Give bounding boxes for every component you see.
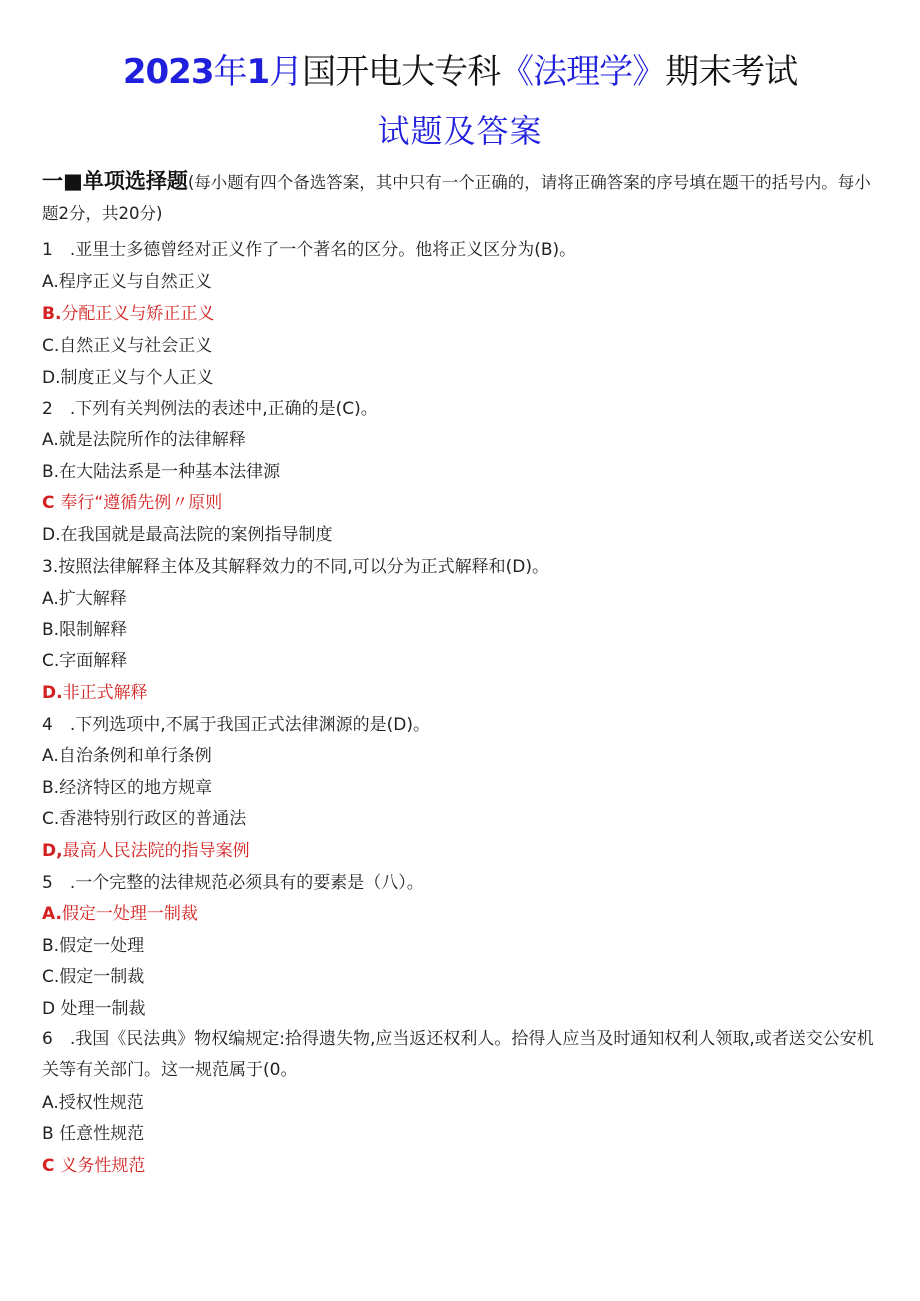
title-middle: 国开电大专科 (302, 52, 501, 92)
option-line: A.就是法院所作的法律解释 (42, 430, 246, 450)
section-header (42, 166, 887, 229)
question-2: 2 .下列有关判例法的表述中,正确的是(C)。 (42, 399, 378, 419)
answer-option: B.分配正义与矫正正义 (42, 304, 215, 324)
option-line: A.扩大解释 (42, 589, 127, 609)
title-tail: 期末考试 (665, 52, 798, 92)
section-instructions: (每小题有四个备选答案，其中只有一个正确的，请将正确答案的序号填在题干的括号内。每小题2分，共20分) (42, 173, 871, 223)
title-year-unit: 年 (213, 52, 247, 92)
page-title (0, 48, 920, 96)
title-course: 《法理学》 (500, 52, 666, 92)
question-5: 5 .一个完整的法律规范必须具有的要素是（八）。 (42, 873, 424, 893)
option-line: D.在我国就是最高法院的案例指导制度 (42, 525, 333, 545)
answer-option: A.假定一处理一制裁 (42, 904, 198, 924)
question-1: 1 .亚里士多德曾经对正义作了一个著名的区分。他将正义区分为(B)。 (42, 240, 577, 260)
option-line: B 任意性规范 (42, 1124, 145, 1144)
answer-option: C 义务性规范 (42, 1156, 146, 1176)
question-3: 3.按照法律解释主体及其解释效力的不同,可以分为正式解释和(D)。 (42, 557, 549, 577)
option-line: C.自然正义与社会正义 (42, 336, 213, 356)
question-6: 6 .我国《民法典》物权编规定:拾得遗失物,应当返还权利人。拾得人应当及时通知权利人领取,或者送交公安机关等有关部门。这一规范属于(0。 (42, 1029, 874, 1080)
answer-option: D.非正式解释 (42, 683, 148, 703)
option-line: C.香港特别行政区的普通法 (42, 809, 247, 829)
option-line: D.制度正义与个人正义 (42, 368, 214, 388)
option-line: C.假定一制裁 (42, 967, 145, 987)
question-4: 4 .下列选项中,不属于我国正式法律渊源的是(D)。 (42, 715, 430, 735)
page-subtitle: 试题及答案 (377, 112, 543, 150)
option-line: B.在大陆法系是一种基本法律源 (42, 462, 281, 482)
option-line: A.授权性规范 (42, 1093, 144, 1113)
answer-option: D,最高人民法院的指导案例 (42, 841, 250, 861)
title-month: 1 (246, 52, 270, 92)
section-heading: 一■单项选择题 (42, 169, 188, 193)
option-line: A.程序正义与自然正义 (42, 272, 212, 292)
option-line: B.限制解释 (42, 620, 128, 640)
option-line: B.假定一处理 (42, 936, 145, 956)
title-year: 2023 (122, 52, 214, 92)
option-line: C.字面解释 (42, 651, 128, 671)
option-line: A.自治条例和单行条例 (42, 746, 212, 766)
option-line: D 处理一制裁 (42, 999, 146, 1019)
answer-option: C 奉行“遵循先例〃原则 (42, 493, 223, 513)
option-line: B.经济特区的地方规章 (42, 778, 213, 798)
title-month-unit: 月 (269, 52, 303, 92)
